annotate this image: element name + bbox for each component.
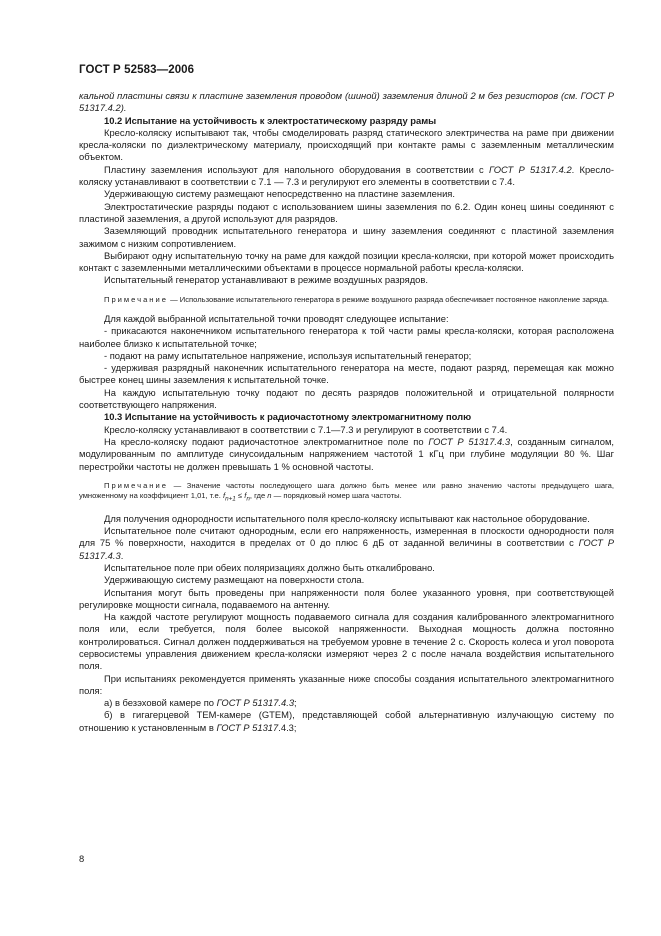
paragraph xyxy=(79,525,614,562)
text-run: . xyxy=(120,549,124,561)
text-run: б) в гигагерцевой ТЕМ-камере (GTEM), представляющей собой альтернативную излучающую систему по отношению к установленным в xyxy=(79,709,614,733)
text-run: ; xyxy=(294,697,297,709)
text-run: На кресло-коляску подают радиочастотное электромагнитное поле по xyxy=(104,435,429,447)
paragraph: Испытательный генератор устанавливают в режиме воздушных разрядов. xyxy=(104,274,428,286)
text-run: , созданным сигналом, модулированным по амплитуде синусоидальным напряжением частотой 1 кГц при глубине модуляции 80 %. Шаг перестройки частоты не должен превышать 1 % основной частоты. xyxy=(79,435,614,472)
paragraph: На каждой частоте регулируют мощность подаваемого сигнала для создания калиброванного электромагнитного поля или, если требуется, поля более высокой напряженности. Выходная мощность должна постоянно контролироваться. Сигнал должен поддерживаться на требуемом уровне в течение 2 с. Скорость колеса и угол поворота сервосистемы управления движением кресла-коляски измеряют через 2 с после начала воздействия испытательного поля. xyxy=(79,611,614,672)
formula-op: ≤ xyxy=(235,491,245,501)
paragraph: Заземляющий проводник испытательного генератора и шину заземления соединяют с пластиной заземления зажимом с низким сопротивлением. xyxy=(79,225,614,249)
paragraph: Для получения однородности испытательного поля кресло-коляску испытывают как настольное оборудование. xyxy=(104,512,590,524)
note-text: , где xyxy=(249,491,268,501)
paragraph: Электростатические разряды подают с использованием шины заземления по 6.2. Один конец шины соединяют с пластиной заземления, а другой используют для разрядов. xyxy=(79,200,614,224)
document-body xyxy=(79,90,614,734)
standard-reference: ГОСТ Р 51317 xyxy=(216,721,279,733)
section-heading-10-3: 10.3 Испытание на устойчивость к радиочастотному электромагнитному полю xyxy=(104,411,472,423)
standard-reference: ГОСТ Р 51317.4.3 xyxy=(216,697,295,709)
section-heading-10-2: 10.2 Испытание на устойчивость к электростатическому разряду рамы xyxy=(104,114,437,126)
paragraph: При испытаниях рекомендуется применять указанные ниже способы создания испытательного электромагнитного поля: xyxy=(79,672,614,696)
paragraph: Кресло-коляску устанавливают в соответствии с 7.1—7.3 и регулируют в соответствии с 7.4. xyxy=(104,423,508,435)
note-text: — Использование испытательного генератора в режиме воздушного разряда обеспечивает постоянное накопление заряда. xyxy=(167,294,609,304)
paragraph: Кресло-коляску испытывают так, чтобы смоделировать разряд статического электричества на раме при движении кресла-коляски по диэлектрическому материалу, происходящий при контакте рамы с заземленным металлическим объектом. xyxy=(79,126,614,163)
note xyxy=(79,481,614,505)
note xyxy=(79,295,614,305)
paragraph: На каждую испытательную точку подают по десять разрядов положительной и отрицательной полярности соответствующего напряжения. xyxy=(79,386,614,411)
paragraph: Удерживающую систему размещают непосредственно на пластине заземления. xyxy=(104,188,455,200)
document-header: ГОСТ Р 52583—2006 xyxy=(79,64,195,76)
text-run: а) в безэховой камере по xyxy=(104,697,217,709)
formula-subscript: n xyxy=(246,495,250,503)
text-run: Пластину заземления используют для напольного оборудования в соответствии с xyxy=(104,163,489,175)
paragraph xyxy=(79,164,614,189)
standard-reference: ГОСТ Р 51317.4.3 xyxy=(79,537,615,561)
paragraph: Испытательное поле при обеих поляризациях должно быть откалибровано. xyxy=(104,561,435,573)
formula-var: n xyxy=(267,491,272,501)
standard-reference: ГОСТ Р 51317.4.3 xyxy=(428,435,511,447)
paragraph xyxy=(79,436,614,473)
text-run: . Кресло-коляску устанавливают в соответствии с 7.1 — 7.3 и регулируют его элементы в соответствии с 7.4. xyxy=(79,163,614,188)
note-label: Примечание xyxy=(104,480,168,490)
list-item xyxy=(79,709,614,734)
formula-var: f xyxy=(244,491,247,501)
paragraph: Испытания могут быть проведены при напряженности поля более указанного уровня, при соответствующей регулировке мощности сигнала, подаваемого на антенну. xyxy=(79,586,614,610)
list-item: - подают на раму испытательное напряжение, используя испытательный генератор; xyxy=(104,349,472,361)
note-text: — Значение частоты последующего шага должно быть менее или равно значению частоты предыдущего шага, умноженному на коэффициент 1,01, т.е. xyxy=(79,480,614,501)
note-label: Примечание xyxy=(104,294,168,304)
paragraph: кальной пластины связи к пластине заземления проводом (шиной) заземления длиной 2 м без резисторов (см. ГОСТ Р 51317.4.2). xyxy=(79,90,614,114)
list-item: - прикасаются наконечником испытательного генератора к той части рамы кресла-коляски, которая расположена наиболее близко к испытательной точке; xyxy=(79,325,614,349)
paragraph: Выбирают одну испытательную точку на раме для каждой позиции кресла-коляски, при которой может происходить контакт с заземленными металлическими объектами в процессе нормальной работы кресла-коляски. xyxy=(79,249,614,274)
standard-reference: ГОСТ Р 51317.4.2 xyxy=(488,163,572,175)
text-run: .4.3; xyxy=(278,721,297,733)
text-run: Испытательное поле считают однородным, если его напряженность, измеренная в плоскости однородности поля для 75 % поверхности, находится в пределах от 0 до плюс 6 дБ от заданной величины в соответствии с xyxy=(79,525,614,549)
page-number: 8 xyxy=(79,853,85,864)
list-item xyxy=(79,697,614,709)
note-text: — порядковый номер шага частоты. xyxy=(271,491,402,501)
paragraph: Для каждой выбранной испытательной точки проводят следующее испытание: xyxy=(104,312,449,324)
list-item: - удерживая разрядный наконечник испытательного генератора на месте, подают разряд, перемещая как можно быстрее конец шины заземления к испытательной точке. xyxy=(79,362,614,386)
formula-var: f xyxy=(222,491,226,501)
formula-subscript: n+1 xyxy=(225,495,236,503)
paragraph: Удерживающую систему размещают на поверхности стола. xyxy=(104,574,365,586)
